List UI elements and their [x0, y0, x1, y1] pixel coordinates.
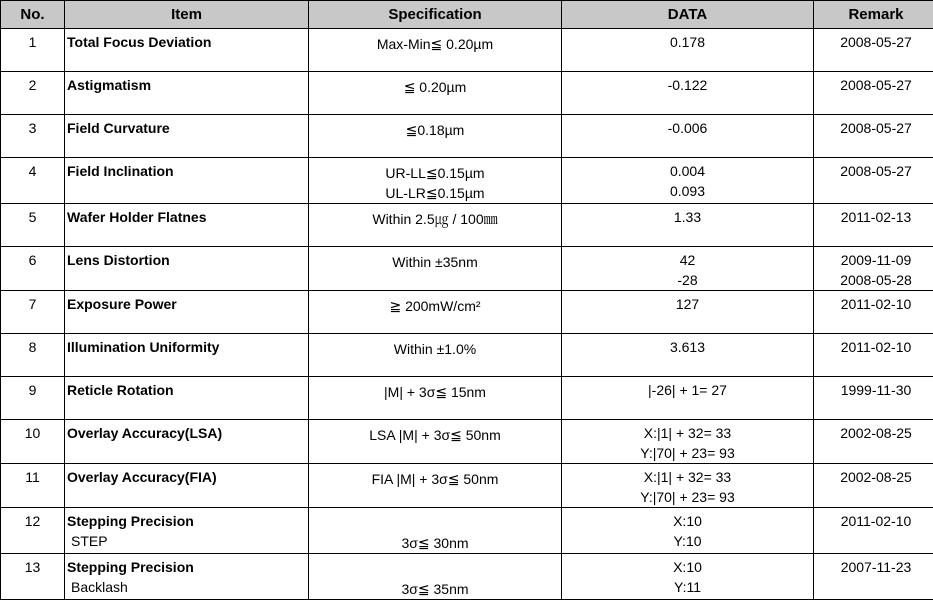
specification-cell [309, 464, 562, 508]
table-row [1, 334, 933, 377]
measured-value: 127 [562, 294, 813, 314]
remark-date: 2011-02-10 [814, 337, 933, 357]
measured-value: X:|1| + 32= 33 [562, 423, 813, 443]
remark-cell [814, 508, 933, 554]
measured-value: 3.613 [562, 337, 813, 357]
remark-cell [814, 420, 933, 464]
header-no: No. [1, 1, 65, 29]
specification-value: Within ±1.0% [309, 339, 561, 359]
remark-date: 2008-05-27 [814, 118, 933, 138]
row-number: 4 [1, 158, 64, 181]
measured-value: -0.006 [562, 118, 813, 138]
specification-value: Within ±35nm [309, 252, 561, 272]
specification-value: |M| + 3σ≦ 15nm [309, 382, 561, 402]
data-cell [562, 247, 814, 291]
remark-cell [814, 291, 933, 334]
measured-value: X:10 [562, 557, 813, 577]
table-row [1, 115, 933, 158]
row-number: 10 [1, 420, 64, 443]
table-row [1, 508, 933, 554]
measured-value: Y:10 [562, 531, 813, 551]
remark-date: 2008-05-27 [814, 161, 933, 181]
row-number: 11 [1, 464, 64, 487]
remark-cell [814, 72, 933, 115]
specification-value: ≦0.18µm [309, 120, 561, 140]
item-cell [65, 334, 309, 377]
row-number: 5 [1, 204, 64, 227]
data-cell [562, 508, 814, 554]
row-number: 3 [1, 115, 64, 138]
item-name: Astigmatism [67, 75, 308, 95]
remark-cell [814, 377, 933, 420]
row-number-cell [1, 291, 65, 334]
measured-value: X:|1| + 32= 33 [562, 467, 813, 487]
specification-cell [309, 554, 562, 600]
item-name: Field Inclination [67, 161, 308, 181]
table-row [1, 247, 933, 291]
measured-value: 0.004 [562, 161, 813, 181]
remark-date: 2011-02-10 [814, 511, 933, 531]
remark-cell [814, 554, 933, 600]
specification-value: UR-LL≦0.15µm [309, 163, 561, 183]
item-name: Total Focus Deviation [67, 32, 308, 52]
remark-cell [814, 158, 933, 204]
row-number: 6 [1, 247, 64, 270]
item-name: Exposure Power [67, 294, 308, 314]
item-cell [65, 464, 309, 508]
specification-value: ≧ 200mW/cm² [309, 296, 561, 316]
remark-date: 2008-05-27 [814, 32, 933, 52]
row-number-cell [1, 115, 65, 158]
item-cell [65, 508, 309, 554]
item-cell [65, 377, 309, 420]
item-cell [65, 158, 309, 204]
table-body [1, 29, 933, 600]
data-cell [562, 29, 814, 72]
item-subname: Backlash [67, 577, 308, 597]
specification-cell [309, 204, 562, 247]
table-row [1, 420, 933, 464]
specification-cell [309, 291, 562, 334]
measured-value: X:10 [562, 511, 813, 531]
item-name: Stepping Precision [67, 557, 308, 577]
specification-cell [309, 334, 562, 377]
row-number-cell [1, 464, 65, 508]
measured-value: |-26| + 1= 27 [562, 380, 813, 400]
specification-cell [309, 420, 562, 464]
table-row [1, 291, 933, 334]
item-name: Illumination Uniformity [67, 337, 308, 357]
table-row [1, 204, 933, 247]
specification-cell [309, 247, 562, 291]
row-number: 13 [1, 554, 64, 577]
row-number-cell [1, 554, 65, 600]
item-name: Overlay Accuracy(FIA) [67, 467, 308, 487]
table-row [1, 554, 933, 600]
item-subname: STEP [67, 531, 308, 551]
data-cell [562, 334, 814, 377]
data-cell [562, 158, 814, 204]
row-number-cell [1, 29, 65, 72]
table-row [1, 464, 933, 508]
remark-cell [814, 204, 933, 247]
specification-cell [309, 115, 562, 158]
remark-date: 1999-11-30 [814, 380, 933, 400]
remark-date: 2011-02-10 [814, 294, 933, 314]
remark-date: 2007-11-23 [814, 557, 933, 577]
row-number: 1 [1, 29, 64, 52]
header-specification: Specification [309, 1, 562, 29]
table-row [1, 377, 933, 420]
item-cell [65, 291, 309, 334]
measured-value: -28 [562, 270, 813, 290]
item-cell [65, 247, 309, 291]
item-name: Overlay Accuracy(LSA) [67, 423, 308, 443]
remark-date: 2008-05-28 [814, 270, 933, 290]
item-name: Reticle Rotation [67, 380, 308, 400]
remark-date: 2011-02-13 [814, 207, 933, 227]
header-item: Item [65, 1, 309, 29]
specification-value: UL-LR≦0.15µm [309, 183, 561, 203]
row-number-cell [1, 377, 65, 420]
table-row [1, 29, 933, 72]
header-remark: Remark [814, 1, 933, 29]
row-number: 7 [1, 291, 64, 314]
item-cell [65, 29, 309, 72]
item-cell [65, 420, 309, 464]
specification-cell [309, 158, 562, 204]
data-cell [562, 554, 814, 600]
remark-date: 2008-05-27 [814, 75, 933, 95]
specification-cell [309, 72, 562, 115]
specification-cell [309, 377, 562, 420]
measured-value: Y:11 [562, 577, 813, 597]
remark-date: 2002-08-25 [814, 423, 933, 443]
data-cell [562, 464, 814, 508]
data-cell [562, 115, 814, 158]
measured-value: Y:|70| + 23= 93 [562, 487, 813, 507]
item-name: Lens Distortion [67, 250, 308, 270]
measured-value: 1.33 [562, 207, 813, 227]
specification-value: 3σ≦ 35nm [309, 579, 561, 599]
row-number-cell [1, 158, 65, 204]
data-cell [562, 291, 814, 334]
remark-cell [814, 247, 933, 291]
item-cell [65, 204, 309, 247]
remark-cell [814, 334, 933, 377]
row-number-cell [1, 508, 65, 554]
remark-date: 2002-08-25 [814, 467, 933, 487]
row-number: 12 [1, 508, 64, 531]
data-cell [562, 72, 814, 115]
specification-value: 3σ≦ 30nm [309, 533, 561, 553]
header-data: DATA [562, 1, 814, 29]
measured-value: 0.093 [562, 181, 813, 201]
data-cell [562, 204, 814, 247]
row-number-cell [1, 72, 65, 115]
row-number-cell [1, 420, 65, 464]
specification-value: FIA |M| + 3σ≦ 50nm [309, 469, 561, 489]
measured-value: 0.178 [562, 32, 813, 52]
specification-value: Max-Min≦ 0.20µm [309, 34, 561, 54]
specification-value: LSA |M| + 3σ≦ 50nm [309, 425, 561, 445]
measured-value: 42 [562, 250, 813, 270]
item-name: Stepping Precision [67, 511, 308, 531]
item-name: Wafer Holder Flatnes [67, 207, 308, 227]
row-number-cell [1, 334, 65, 377]
item-name: Field Curvature [67, 118, 308, 138]
data-cell [562, 420, 814, 464]
specification-value: Within 2.5㎍ / 100㎜ [309, 209, 561, 229]
item-cell [65, 115, 309, 158]
specification-value: ≦ 0.20µm [309, 77, 561, 97]
table-row [1, 158, 933, 204]
remark-cell [814, 115, 933, 158]
row-number: 9 [1, 377, 64, 400]
measured-value: Y:|70| + 23= 93 [562, 443, 813, 463]
table-row [1, 72, 933, 115]
header-row [1, 1, 933, 29]
row-number: 2 [1, 72, 64, 95]
data-cell [562, 377, 814, 420]
row-number: 8 [1, 334, 64, 357]
remark-date: 2009-11-09 [814, 250, 933, 270]
item-cell [65, 554, 309, 600]
remark-cell [814, 464, 933, 508]
remark-cell [814, 29, 933, 72]
specification-cell [309, 29, 562, 72]
measured-value: -0.122 [562, 75, 813, 95]
row-number-cell [1, 204, 65, 247]
row-number-cell [1, 247, 65, 291]
item-cell [65, 72, 309, 115]
specification-cell [309, 508, 562, 554]
